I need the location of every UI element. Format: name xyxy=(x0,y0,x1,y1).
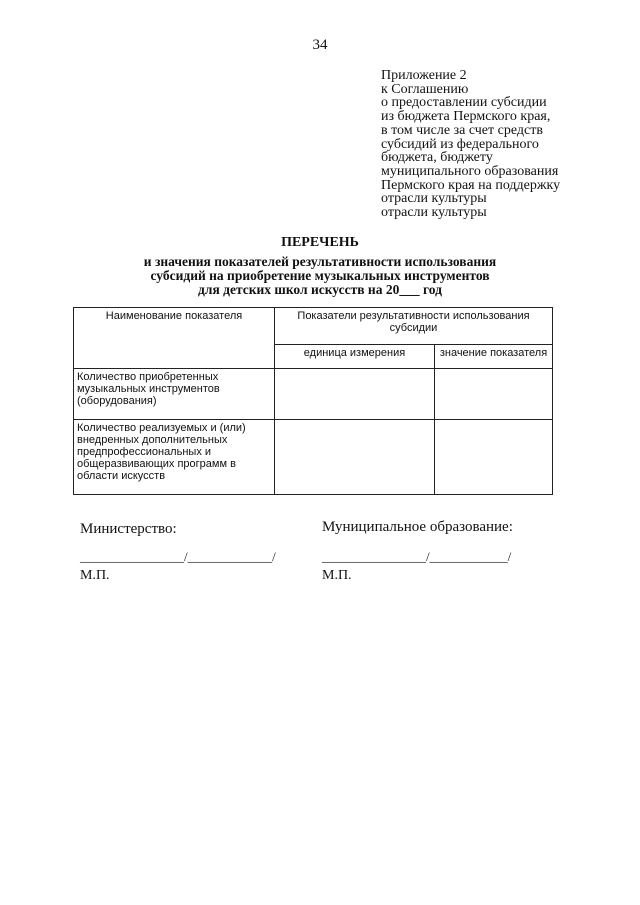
ministry-label: Министерство: xyxy=(80,521,177,537)
municipality-seal-mark: М.П. xyxy=(322,568,352,583)
appendix-line: субсидий из федерального xyxy=(381,136,539,152)
appendix-line: к Соглашению xyxy=(381,81,469,97)
document-title: ПЕРЕЧЕНЬ xyxy=(281,235,359,250)
subtitle-line: субсидий на приобретение музыкальных инструментов xyxy=(150,268,490,283)
column-header-group: Показатели результативности использования субсидии xyxy=(275,308,553,345)
value-cell xyxy=(435,420,553,495)
ministry-signature-line: ________________/_____________/ xyxy=(80,549,276,564)
column-header-name: Наименование показателя xyxy=(74,308,275,369)
subtitle-line: и значения показателей результативности использования xyxy=(143,254,497,269)
value-cell xyxy=(435,369,553,420)
column-header-value: значение показателя xyxy=(435,345,553,369)
appendix-line: муниципального образования xyxy=(381,163,559,179)
municipality-label: Муниципальное образование: xyxy=(322,519,513,535)
table-header-row xyxy=(74,308,553,345)
table-row xyxy=(74,420,553,495)
table-row xyxy=(74,369,553,420)
ministry-seal-mark: М.П. xyxy=(80,568,110,583)
appendix-line: Приложение 2 xyxy=(381,68,467,83)
appendix-line: бюджета, бюджету xyxy=(381,150,493,166)
subtitle-line: для детских школ искусств на 20___ год xyxy=(198,282,442,297)
unit-cell xyxy=(275,369,435,420)
column-header-unit: единица измерения xyxy=(275,345,435,369)
appendix-header xyxy=(381,69,621,220)
unit-cell xyxy=(275,420,435,495)
indicator-name-cell: Количество реализуемых и (или) внедренных дополнительных предпрофессиональных и общеразвивающих программ в области искусств xyxy=(74,420,275,495)
document-subtitle xyxy=(100,255,540,297)
appendix-line: в том числе за счет средств xyxy=(381,122,543,138)
appendix-line: из бюджета Пермского края, xyxy=(381,109,551,125)
appendix-line: отрасли культуры xyxy=(381,191,487,207)
appendix-line: отрасли культуры xyxy=(381,205,487,221)
municipality-signature-line: ________________/____________/ xyxy=(322,549,512,564)
appendix-line: Пермского края на поддержку xyxy=(381,177,561,193)
page-number: 34 xyxy=(312,37,328,53)
indicators-table xyxy=(73,307,553,495)
indicator-name-cell: Количество приобретенных музыкальных инструментов (оборудования) xyxy=(74,369,275,420)
appendix-line: о предоставлении субсидии xyxy=(381,95,547,111)
